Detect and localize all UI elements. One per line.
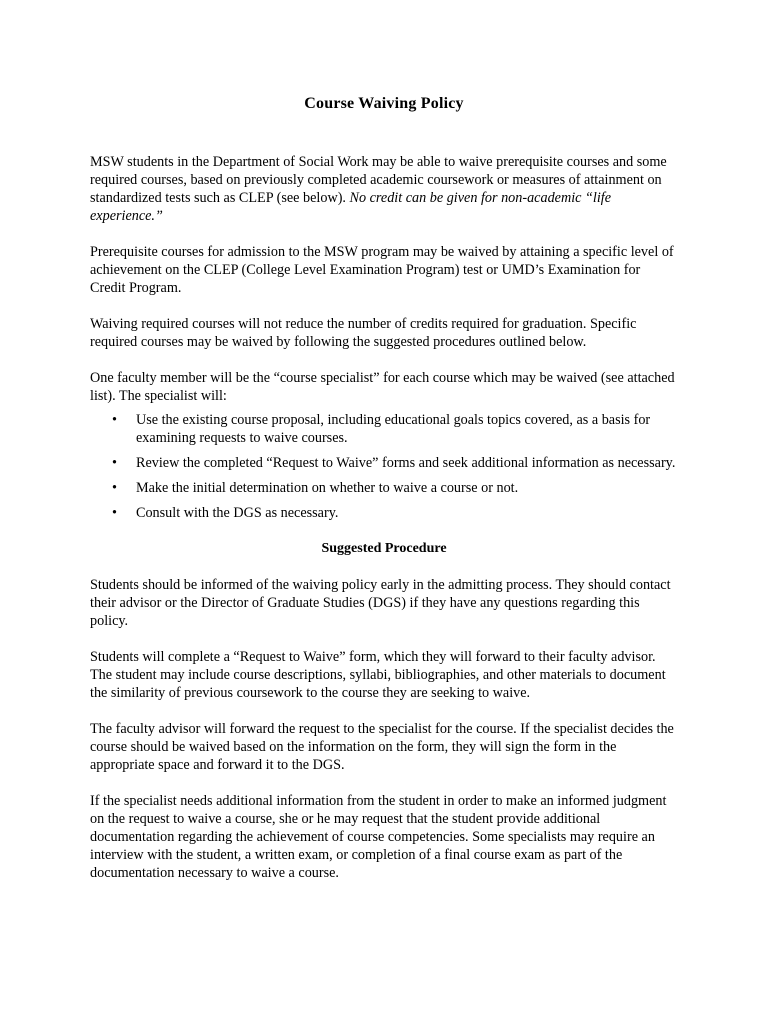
page-title: Course Waiving Policy [304, 95, 464, 112]
bullet-icon: • [112, 480, 117, 496]
bullet-icon: • [112, 412, 117, 428]
intro-paragraph [90, 153, 678, 225]
procedure-paragraph-3: The faculty advisor will forward the request to the specialist for the course. If the specialist decides the course should be waived based on the information on the form, they will sign the form in the appropriate space and forward it to the DGS. [90, 721, 674, 773]
list-item [112, 411, 678, 447]
list-item-text: Use the existing course proposal, including educational goals topics covered, as a basis for examining requests to waive courses. [136, 412, 651, 446]
section-heading: Suggested Procedure [321, 541, 447, 556]
procedure-paragraph-4: If the specialist needs additional information from the student in order to make an informed judgment on the request to waive a course, she or he may request that the student provide additional documentation regarding the achievement of course competencies. Some specialists may require an interview with the student, a written exam, or completion of a final course exam as part of the documentation necessary to waive a course. [90, 793, 667, 881]
specialist-duties-list [90, 411, 678, 522]
procedure-paragraph-1: Students should be informed of the waiving policy early in the admitting process. They should contact their advisor or the Director of Graduate Studies (DGS) if they have any questions regarding this policy. [90, 577, 671, 629]
list-item-text: Review the completed “Request to Waive” forms and seek additional information as necessary. [136, 455, 676, 471]
procedure-paragraph-2: Students will complete a “Request to Waive” form, which they will forward to their faculty advisor. The student may include course descriptions, syllabi, bibliographies, and other materials to document the similarity of previous coursework to the course they are seeking to waive. [90, 649, 666, 701]
specialist-paragraph: One faculty member will be the “course specialist” for each course which may be waived (see attached list). The specialist will: [90, 370, 675, 404]
intro-text: MSW students in the Department of Social Work may be able to waive prerequisite courses and some required courses, based on previously completed academic coursework or measures of attainment on standardized tests such as CLEP (see below). [90, 154, 667, 206]
list-item-text: Make the initial determination on whether to waive a course or not. [136, 480, 519, 496]
bullet-icon: • [112, 455, 117, 471]
list-item-text: Consult with the DGS as necessary. [136, 505, 339, 521]
prerequisite-paragraph: Prerequisite courses for admission to the MSW program may be waived by attaining a specific level of achievement on the CLEP (College Level Examination Program) test or UMD’s Examination for Credit Program. [90, 244, 674, 296]
list-item [112, 454, 678, 472]
credits-paragraph: Waiving required courses will not reduce the number of credits required for graduation. Specific required courses may be waived by following the suggested procedures outlined below. [90, 316, 637, 350]
list-item [112, 504, 678, 522]
list-item [112, 479, 678, 497]
intro-italic-note: No credit can be given for non-academic “life experience.” [90, 190, 612, 224]
bullet-icon: • [112, 505, 117, 521]
